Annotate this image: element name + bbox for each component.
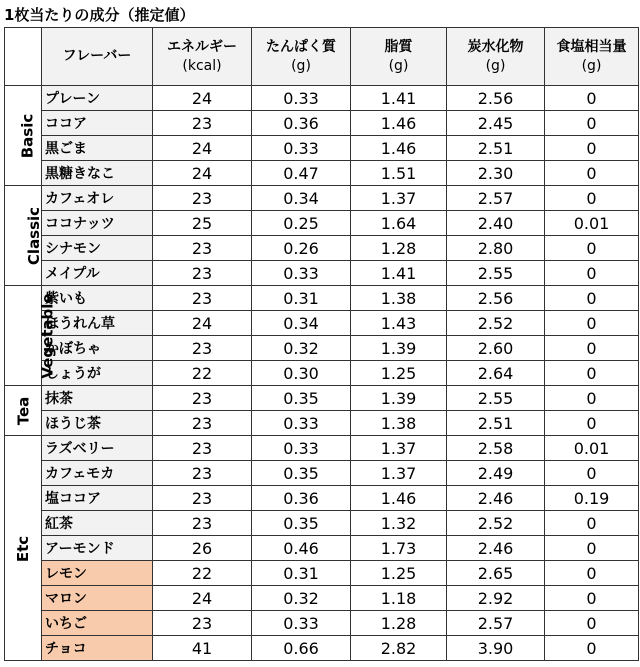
carbohydrate-value-cell: 2.64 <box>447 361 545 386</box>
salt-value-cell: 0 <box>545 236 639 261</box>
table-row <box>5 136 639 161</box>
protein-value-cell: 0.34 <box>252 186 351 211</box>
header-fat-label: 脂質 <box>384 38 413 55</box>
carbohydrate-value-cell: 2.56 <box>447 86 545 111</box>
carbohydrate-value-cell: 2.65 <box>447 561 545 586</box>
salt-value-cell: 0 <box>545 336 639 361</box>
table-body <box>5 86 639 661</box>
category-cell-etc <box>5 436 42 661</box>
carbohydrate-value-cell: 2.80 <box>447 236 545 261</box>
carbohydrate-value-cell: 3.90 <box>447 636 545 661</box>
flavor-name-cell: いちご <box>42 611 153 636</box>
header-carbohydrate-unit: (g) <box>485 57 506 74</box>
salt-value-cell: 0 <box>545 311 639 336</box>
table-row <box>5 411 639 436</box>
flavor-name-cell: 塩ココア <box>42 486 153 511</box>
fat-value-cell: 1.64 <box>351 211 447 236</box>
protein-value-cell: 0.36 <box>252 486 351 511</box>
protein-value-cell: 0.33 <box>252 611 351 636</box>
carbohydrate-value-cell: 2.92 <box>447 586 545 611</box>
fat-value-cell: 1.25 <box>351 561 447 586</box>
carbohydrate-value-cell: 2.57 <box>447 611 545 636</box>
table-row <box>5 286 639 311</box>
energy-value-cell: 23 <box>153 186 252 211</box>
header-protein-unit: (g) <box>291 57 311 74</box>
salt-value-cell: 0.19 <box>545 486 639 511</box>
salt-value-cell: 0 <box>545 111 639 136</box>
salt-value-cell: 0 <box>545 136 639 161</box>
fat-value-cell: 1.51 <box>351 161 447 186</box>
protein-value-cell: 0.33 <box>252 261 351 286</box>
fat-value-cell: 1.38 <box>351 286 447 311</box>
energy-value-cell: 24 <box>153 311 252 336</box>
nutrition-table <box>4 27 639 661</box>
header-corner-cell <box>5 28 42 86</box>
salt-value-cell: 0 <box>545 411 639 436</box>
energy-value-cell: 22 <box>153 561 252 586</box>
flavor-name-cell: 黒糖きなこ <box>42 161 153 186</box>
protein-value-cell: 0.31 <box>252 561 351 586</box>
fat-value-cell: 1.38 <box>351 411 447 436</box>
carbohydrate-value-cell: 2.57 <box>447 186 545 211</box>
flavor-name-cell: かぼちゃ <box>42 336 153 361</box>
category-label: Etc <box>14 535 32 562</box>
fat-value-cell: 1.28 <box>351 611 447 636</box>
flavor-name-cell: 黒ごま <box>42 136 153 161</box>
flavor-name-cell: ココナッツ <box>42 211 153 236</box>
flavor-name-cell: シナモン <box>42 236 153 261</box>
protein-value-cell: 0.34 <box>252 311 351 336</box>
table-row <box>5 236 639 261</box>
energy-value-cell: 23 <box>153 436 252 461</box>
protein-value-cell: 0.25 <box>252 211 351 236</box>
protein-value-cell: 0.35 <box>252 386 351 411</box>
table-row <box>5 311 639 336</box>
salt-value-cell: 0 <box>545 611 639 636</box>
table-row <box>5 486 639 511</box>
fat-value-cell: 1.32 <box>351 511 447 536</box>
flavor-name-cell: ほうれん草 <box>42 311 153 336</box>
energy-value-cell: 23 <box>153 336 252 361</box>
header-flavor <box>42 28 153 86</box>
protein-value-cell: 0.31 <box>252 286 351 311</box>
flavor-name-cell: ほうじ茶 <box>42 411 153 436</box>
table-row <box>5 186 639 211</box>
table-row <box>5 586 639 611</box>
category-label: Basic <box>18 113 37 159</box>
header-salt-unit: (g) <box>581 57 602 74</box>
salt-value-cell: 0 <box>545 361 639 386</box>
table-row <box>5 611 639 636</box>
protein-value-cell: 0.32 <box>252 336 351 361</box>
flavor-name-cell: ココア <box>42 111 153 136</box>
fat-value-cell: 1.46 <box>351 136 447 161</box>
carbohydrate-value-cell: 2.60 <box>447 336 545 361</box>
table-row <box>5 161 639 186</box>
salt-value-cell: 0 <box>545 636 639 661</box>
salt-value-cell: 0 <box>545 511 639 536</box>
carbohydrate-value-cell: 2.46 <box>447 536 545 561</box>
salt-value-cell: 0 <box>545 461 639 486</box>
protein-value-cell: 0.46 <box>252 536 351 561</box>
category-cell-tea <box>5 386 42 436</box>
fat-value-cell: 1.18 <box>351 586 447 611</box>
fat-value-cell: 1.41 <box>351 261 447 286</box>
energy-value-cell: 23 <box>153 111 252 136</box>
category-cell-basic <box>5 86 42 186</box>
fat-value-cell: 1.39 <box>351 386 447 411</box>
header-energy-unit: (kcal) <box>182 57 222 74</box>
table-row <box>5 386 639 411</box>
flavor-name-cell: カフェモカ <box>42 461 153 486</box>
energy-value-cell: 23 <box>153 386 252 411</box>
table-row <box>5 336 639 361</box>
salt-value-cell: 0 <box>545 161 639 186</box>
carbohydrate-value-cell: 2.40 <box>447 211 545 236</box>
energy-value-cell: 24 <box>153 586 252 611</box>
salt-value-cell: 0 <box>545 286 639 311</box>
carbohydrate-value-cell: 2.55 <box>447 386 545 411</box>
protein-value-cell: 0.33 <box>252 86 351 111</box>
energy-value-cell: 26 <box>153 536 252 561</box>
table-row <box>5 511 639 536</box>
carbohydrate-value-cell: 2.58 <box>447 436 545 461</box>
fat-value-cell: 1.25 <box>351 361 447 386</box>
header-energy-label: エネルギー <box>167 38 237 55</box>
table-row <box>5 361 639 386</box>
header-carbohydrate <box>447 28 545 86</box>
energy-value-cell: 25 <box>153 211 252 236</box>
energy-value-cell: 24 <box>153 86 252 111</box>
fat-value-cell: 2.82 <box>351 636 447 661</box>
category-cell-vegetable <box>5 286 57 386</box>
energy-value-cell: 23 <box>153 261 252 286</box>
header-protein <box>252 28 351 86</box>
header-salt <box>545 28 639 86</box>
carbohydrate-value-cell: 2.51 <box>447 411 545 436</box>
energy-value-cell: 23 <box>153 286 252 311</box>
table-header <box>5 28 639 86</box>
table-row <box>5 211 639 236</box>
carbohydrate-value-cell: 2.52 <box>447 311 545 336</box>
energy-value-cell: 22 <box>153 361 252 386</box>
fat-value-cell: 1.73 <box>351 536 447 561</box>
table-row <box>5 536 639 561</box>
energy-value-cell: 23 <box>153 511 252 536</box>
protein-value-cell: 0.47 <box>252 161 351 186</box>
flavor-name-cell: しょうが <box>42 361 153 386</box>
salt-value-cell: 0.01 <box>545 436 639 461</box>
flavor-name-cell: カフェオレ <box>42 186 153 211</box>
protein-value-cell: 0.35 <box>252 461 351 486</box>
protein-value-cell: 0.36 <box>252 111 351 136</box>
fat-value-cell: 1.37 <box>351 461 447 486</box>
fat-value-cell: 1.43 <box>351 311 447 336</box>
energy-value-cell: 41 <box>153 636 252 661</box>
carbohydrate-value-cell: 2.55 <box>447 261 545 286</box>
salt-value-cell: 0 <box>545 386 639 411</box>
table-row <box>5 461 639 486</box>
salt-value-cell: 0 <box>545 561 639 586</box>
category-label: Classic <box>25 206 44 266</box>
protein-value-cell: 0.33 <box>252 136 351 161</box>
carbohydrate-value-cell: 2.51 <box>447 136 545 161</box>
table-title: 1枚当たりの成分（推定値） <box>4 6 195 24</box>
flavor-name-cell: メイプル <box>42 261 153 286</box>
flavor-name-cell: チョコ <box>42 636 153 661</box>
table-row <box>5 111 639 136</box>
table-row <box>5 561 639 586</box>
header-fat-unit: (g) <box>388 57 409 74</box>
header-carbohydrate-label: 炭水化物 <box>467 38 524 55</box>
salt-value-cell: 0 <box>545 536 639 561</box>
salt-value-cell: 0 <box>545 186 639 211</box>
table-row <box>5 261 639 286</box>
protein-value-cell: 0.26 <box>252 236 351 261</box>
energy-value-cell: 23 <box>153 486 252 511</box>
header-flavor-label: フレーバー <box>62 48 132 64</box>
salt-value-cell: 0 <box>545 261 639 286</box>
table-row <box>5 636 639 661</box>
header-fat <box>351 28 447 86</box>
protein-value-cell: 0.33 <box>252 411 351 436</box>
flavor-name-cell: 抹茶 <box>42 386 153 411</box>
energy-value-cell: 23 <box>153 236 252 261</box>
energy-value-cell: 23 <box>153 611 252 636</box>
table-row <box>5 436 639 461</box>
protein-value-cell: 0.33 <box>252 436 351 461</box>
flavor-name-cell: ラズベリー <box>42 436 153 461</box>
salt-value-cell: 0 <box>545 86 639 111</box>
protein-value-cell: 0.30 <box>252 361 351 386</box>
category-cell-classic <box>5 186 42 286</box>
fat-value-cell: 1.37 <box>351 186 447 211</box>
flavor-name-cell: マロン <box>42 586 153 611</box>
fat-value-cell: 1.37 <box>351 436 447 461</box>
salt-value-cell: 0 <box>545 586 639 611</box>
fat-value-cell: 1.41 <box>351 86 447 111</box>
energy-value-cell: 24 <box>153 136 252 161</box>
category-label: Vegetable <box>38 293 57 379</box>
flavor-name-cell: レモン <box>42 561 153 586</box>
flavor-name-cell: 紅茶 <box>42 511 153 536</box>
fat-value-cell: 1.28 <box>351 236 447 261</box>
flavor-name-cell: アーモンド <box>42 536 153 561</box>
energy-value-cell: 23 <box>153 461 252 486</box>
fat-value-cell: 1.46 <box>351 486 447 511</box>
protein-value-cell: 0.35 <box>252 511 351 536</box>
energy-value-cell: 23 <box>153 411 252 436</box>
fat-value-cell: 1.46 <box>351 111 447 136</box>
salt-value-cell: 0.01 <box>545 211 639 236</box>
header-salt-label: 食塩相当量 <box>556 38 627 55</box>
fat-value-cell: 1.39 <box>351 336 447 361</box>
carbohydrate-value-cell: 2.52 <box>447 511 545 536</box>
carbohydrate-value-cell: 2.45 <box>447 111 545 136</box>
protein-value-cell: 0.66 <box>252 636 351 661</box>
table-row <box>5 86 639 111</box>
header-protein-label: たんぱく質 <box>266 38 336 55</box>
carbohydrate-value-cell: 2.56 <box>447 286 545 311</box>
carbohydrate-value-cell: 2.46 <box>447 486 545 511</box>
energy-value-cell: 24 <box>153 161 252 186</box>
header-energy <box>153 28 252 86</box>
carbohydrate-value-cell: 2.49 <box>447 461 545 486</box>
protein-value-cell: 0.32 <box>252 586 351 611</box>
flavor-name-cell: プレーン <box>42 86 153 111</box>
flavor-name-cell: 紫いも <box>42 286 153 311</box>
header-row <box>5 28 639 86</box>
category-label: Tea <box>13 396 32 426</box>
carbohydrate-value-cell: 2.30 <box>447 161 545 186</box>
